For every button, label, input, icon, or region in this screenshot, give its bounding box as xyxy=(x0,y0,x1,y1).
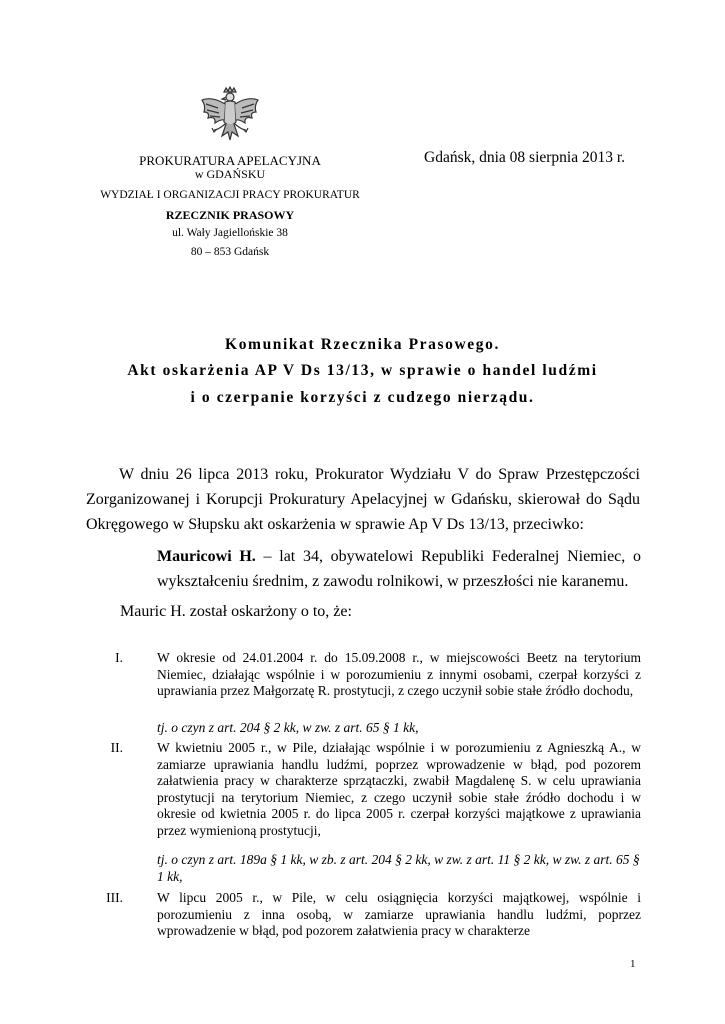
intro-paragraph: W dniu 26 lipca 2013 roku, Prokurator Wydziału V do Spraw Przestępczości Zorganizowanej i Korupcji Prokuratury Apelacyjnej w Gdańsku, skierował do Sądu Okręgowego w Słupsku akt oskarżenia w sprawie Ap V Ds 13/13, przeciwko: xyxy=(86,466,640,533)
office-city: w GDAŃSKU xyxy=(194,167,266,181)
charge-text: W okresie od 24.01.2004 r. do 15.09.2008 r., w miejscowości Beetz na terytorium Niemiec, działając wspólnie i w porozumieniu z innymi osobami, czerpał korzyści z uprawiania przez Małgorzatę R. prostytucji, z czego uczynił sobie stałe źródło dochodu, xyxy=(157,650,641,698)
document-title-line-3: i o czerpanie korzyści z cudzego nierządu. xyxy=(190,389,535,406)
defendant-name: Mauricowi H. xyxy=(157,548,256,565)
charge-number: II. xyxy=(110,740,123,755)
defendant-paragraph xyxy=(157,544,641,594)
charged-intro: Mauric H. został oskarżony o to, że: xyxy=(120,603,352,620)
document-title-line-2: Akt oskarżenia AP V Ds 13/13, w sprawie o handel ludźmi xyxy=(127,362,598,379)
postal-address: 80 – 853 Gdańsk xyxy=(190,246,270,258)
page-number: 1 xyxy=(630,958,636,970)
document-date: Gdańsk, dnia 08 sierpnia 2013 r. xyxy=(424,149,626,166)
charge-legal-basis: tj. o czyn z art. 204 § 2 kk, w zw. z art. 65 § 1 kk, xyxy=(157,720,419,735)
role-title: RZECZNIK PRASOWY xyxy=(165,208,295,222)
document-title-line-1: Komunikat Rzecznika Prasowego. xyxy=(225,336,500,353)
charge-text: W lipcu 2005 r., w Pile, w celu osiągnięcia korzyści majątkowej, wspólnie i porozumieniu z inna osobą, w zamiarze uprawiania handlu ludźmi, poprzez wprowadzenie w błąd, pod pozorem załatwienia pracy w charakterze xyxy=(157,890,641,938)
charge-legal-basis: tj. o czyn z art. 189a § 1 kk, w zb. z art. 204 § 2 kk, w zw. z art. 11 § 2 kk, w zw. z art. 65 § 1 kk, xyxy=(157,852,640,884)
charge-text: W kwietniu 2005 r., w Pile, działając wspólnie i w porozumieniu z Agnieszką A., w zamiarze uprawiania handlu ludźmi, poprzez wprowadzenie w błąd, pod pozorem załatwienia pracy w charakterze sprzątaczki, zwabił Magdalenę S. w celu uprawiania prostytucji na terytorium Niemiec, z czego uczynił sobie stałe źródło dochodu i w okresie od kwietnia 2005 r. do lipca 2005 r. czerpał korzyści majątkowe z uprawiania przez wymienioną prostytucji, xyxy=(157,740,641,838)
charge-number: I. xyxy=(115,650,123,665)
polish-eagle-emblem-icon xyxy=(198,86,262,150)
office-name: PROKURATURA APELACYJNA xyxy=(139,153,321,168)
street-address: ul. Wały Jagiellońskie 38 xyxy=(172,227,288,239)
department-name: WYDZIAŁ I ORGANIZACJI PRACY PROKURATUR xyxy=(100,189,360,201)
charge-number: III. xyxy=(106,890,123,905)
defendant-details: – lat 34, obywatelowi Republiki Federalnej Niemiec, o wykształceniu średnim, z zawodu rolnikowi, w przeszłości nie karanemu. xyxy=(157,548,642,590)
